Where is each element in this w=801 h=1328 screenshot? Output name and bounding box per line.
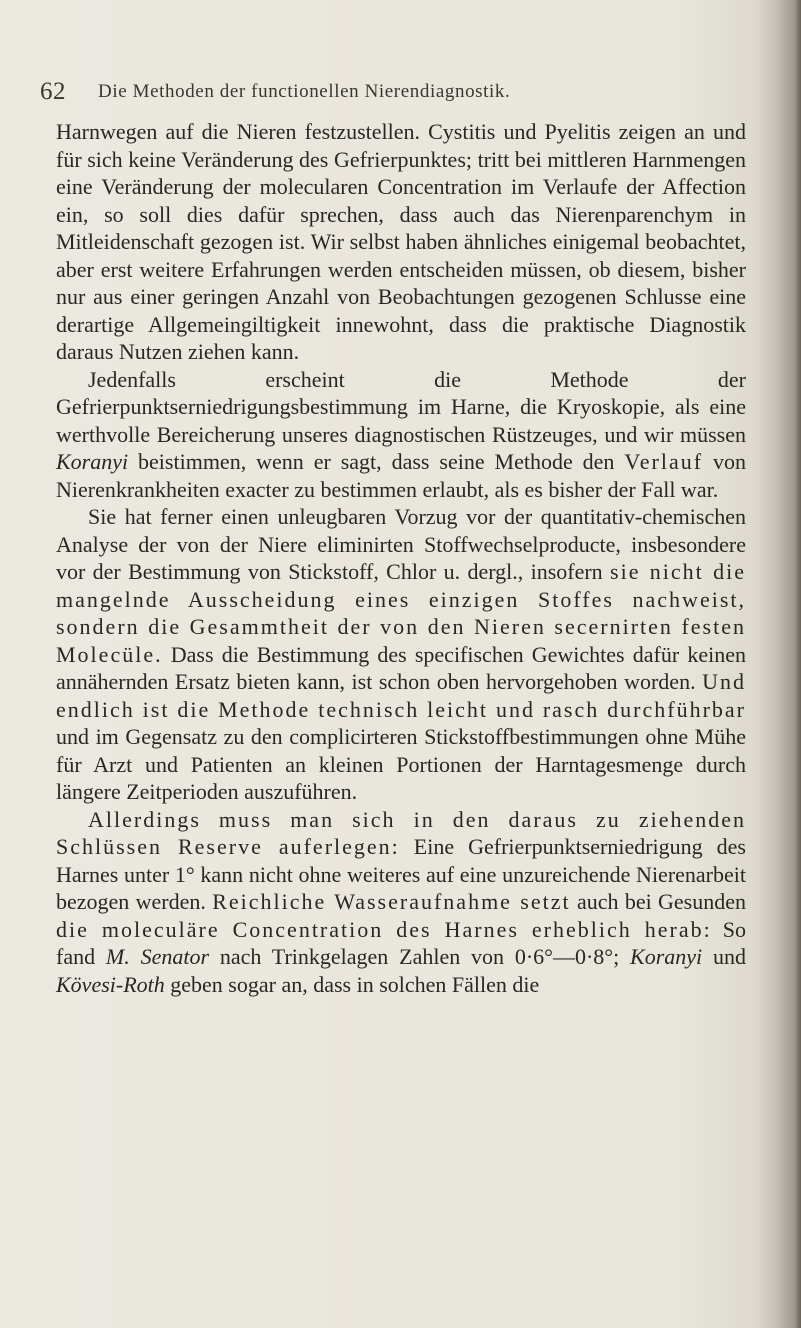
author-name: Koranyi bbox=[630, 944, 703, 969]
text-run: Jedenfalls erscheint die Methode der Gefrierpunktserniedrigungsbestimmung im Harne, die Kryoskopie, als eine werthvolle Bereicherung unseres diagnostischen Rüstzeuges, und wir müssen bbox=[56, 366, 746, 447]
page-number: 62 bbox=[40, 78, 66, 105]
text-run: beistimmen, wenn er sagt, dass seine Methode den bbox=[128, 449, 625, 474]
text-run: geben sogar an, dass in solchen Fällen die bbox=[164, 971, 540, 997]
paragraph-1 bbox=[56, 118, 746, 366]
text-run: Dass die Bestimmung des specifischen Gewichtes dafür keinen annähernden Ersatz bieten kann, ist schon oben hervorgehoben worden. bbox=[56, 641, 746, 694]
emphasis-text: Und endlich ist die Methode technisch leicht und rasch durchführbar bbox=[56, 669, 746, 722]
text-run: Harnwegen auf die Nieren festzustellen. Cystitis und Pyelitis zeigen an und für sich keine Veränderung des Gefrierpunktes; tritt bei mittleren Harnmengen eine Veränderung der molecularen Concentration im Verlaufe der Affection ein, so soll dies dafür sprechen, dass auch das Nierenparenchym in Mitleidenschaft gezogen ist. Wir selbst haben ähnliches einigemal beobachtet, aber erst weitere Erfahrungen werden entscheiden müssen, ob diesem, bisher nur aus einer geringen Anzahl von Beobachtungen gezogenen Schlusse eine derartige Allgemeingiltigkeit innewohnt, dass die praktische Diagnostik daraus Nutzen ziehen kann. bbox=[56, 119, 746, 364]
text-run: von Nierenkrankheiten exacter zu bestimmen erlaubt, als es bisher der Fall war. bbox=[56, 449, 746, 502]
paragraph-2 bbox=[56, 366, 746, 504]
text-run: Eine Gefrierpunktserniedrigung des Harnes unter 1° kann nicht ohne weiteres auf eine unzureichende Nierenarbeit bezogen werden. bbox=[56, 834, 746, 914]
emphasis-text: Allerdings muss man sich in den daraus zu ziehenden Schlüssen Reserve auferlegen: bbox=[56, 806, 746, 859]
text-run: So fand bbox=[56, 916, 746, 969]
emphasis-text: Verlauf bbox=[624, 449, 704, 474]
text-run: Sie hat ferner einen unleugbaren Vorzug vor der quantitativ-chemischen Analyse der von der Niere eliminirten Stoffwechselproducte, insbesondere vor der Bestimmung von Stickstoff, Chlor u. dergl., insofern bbox=[56, 504, 746, 584]
emphasis-text: Reichliche Wasseraufnahme setzt bbox=[212, 889, 571, 914]
author-name: Koranyi bbox=[56, 449, 129, 474]
emphasis-text: sie nicht die mangelnde Ausscheidung eines einzigen Stoffes nachweist, sondern die Gesammtheit der von den Nieren secernirten festen Molecüle. bbox=[56, 559, 747, 667]
spine-shadow bbox=[755, 0, 801, 1328]
running-title: Die Methoden der functionellen Nierendiagnostik. bbox=[98, 81, 511, 102]
author-name: M. Senator bbox=[105, 944, 210, 969]
emphasis-text: die moleculäre Concentration des Harnes erheblich herab: bbox=[56, 916, 712, 942]
text-run: und bbox=[702, 944, 746, 969]
text-run: und im Gegensatz zu den complicirteren Stickstoffbestimmungen ohne Mühe für Arzt und Patienten an kleinen Portionen der Harntagesmenge durch längere Zeitperioden auszuführen. bbox=[56, 724, 746, 804]
text-run: nach Trinkgelagen Zahlen von 0·6°—0·8°; bbox=[209, 944, 631, 969]
paragraph-4 bbox=[56, 806, 746, 999]
author-name: Kövesi-Roth bbox=[56, 971, 165, 997]
paragraph-3 bbox=[56, 503, 746, 806]
text-run: auch bei Gesunden bbox=[570, 889, 747, 914]
body-text bbox=[56, 118, 746, 998]
page-header bbox=[40, 78, 760, 108]
